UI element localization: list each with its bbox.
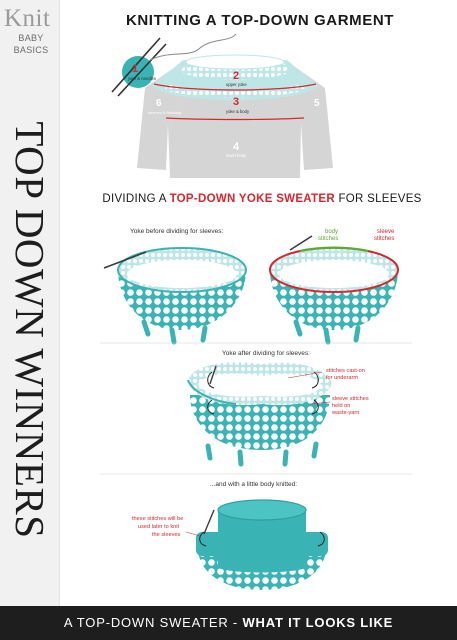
section1-desc: yarn & needles [128, 76, 156, 81]
step1-body-label-2: stitches [318, 236, 339, 242]
step1-sleeve-label-2: stitches [374, 236, 395, 242]
section6-number: 6 [156, 98, 162, 109]
section-subtitle [96, 193, 428, 205]
subtitle-suffix: FOR SLEEVES [334, 193, 422, 205]
section3-number: 3 [233, 96, 240, 108]
section6-desc: sleeves & finishing [148, 110, 182, 115]
brand-knit: Knit [4, 5, 51, 32]
step1-sleeve-label-1: sleeve [377, 229, 395, 235]
step1-body-label-1: body [325, 229, 339, 235]
step2-yoke-after [188, 350, 369, 464]
step3-note-3: the sleeves [152, 532, 181, 538]
section1-number: 1 [132, 63, 139, 75]
footer-banner [0, 606, 457, 640]
step3-body-knitted [132, 481, 328, 590]
step2-held-3: waste-yarn [332, 410, 360, 416]
step1-caption: Yoke before dividing for sleeves: [130, 228, 224, 235]
section2-desc: upper yoke [226, 82, 247, 87]
brand-baby: BABY [18, 33, 44, 43]
step2-caston-1: stitches cast-on [326, 368, 365, 374]
brand-basics: BASICS [13, 45, 49, 55]
step2-held-2: held on [332, 403, 351, 409]
section4-number: 4 [233, 141, 240, 153]
footer-prefix: A TOP-DOWN SWEATER - [63, 615, 243, 630]
step3-note-1: these stitches will be [132, 516, 184, 522]
step3-caption: ...and with a little body knitted: [210, 481, 298, 488]
subtitle-prefix: DIVIDING A [102, 193, 170, 205]
footer-bold: WHAT IT LOOKS LIKE [242, 615, 394, 630]
step1-yoke-before [104, 228, 398, 342]
subtitle-highlight: TOP-DOWN YOKE SWEATER [169, 193, 335, 205]
step3-note-2: used later to knit [138, 524, 180, 530]
section2-number: 2 [233, 70, 240, 82]
page-title: KNITTING A TOP-DOWN GARMENT [125, 12, 395, 29]
step2-caption: Yoke after dividing for sleeves: [222, 350, 310, 357]
vertical-title: TOP DOWN WINNERS [7, 121, 53, 539]
section4-desc: lower body [226, 153, 247, 158]
step2-held-1: sleeve stitches [332, 396, 369, 402]
section5-number: 5 [314, 98, 320, 109]
step2-caston-2: for underarm [326, 375, 359, 381]
section3-desc: yoke & body [226, 109, 250, 114]
sweater-diagram [112, 34, 333, 178]
